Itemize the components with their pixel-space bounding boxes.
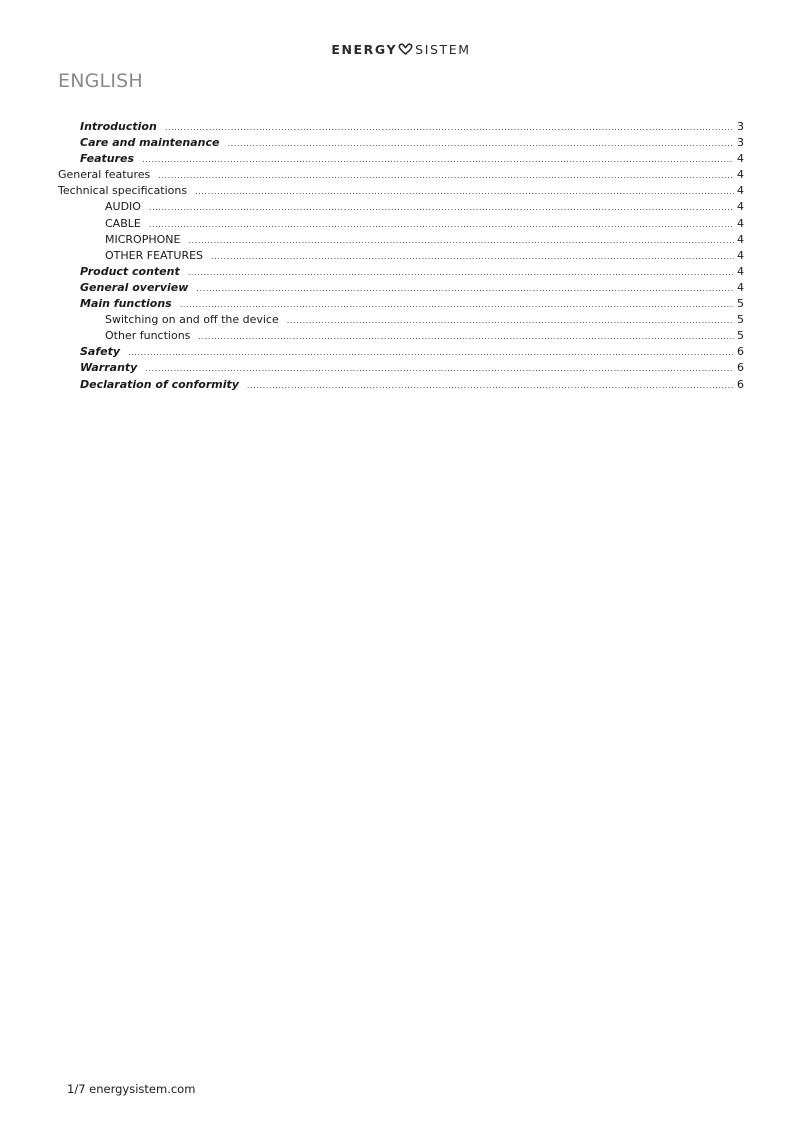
- toc-entry-label: Safety: [80, 345, 121, 359]
- footer-website-link[interactable]: energysistem.com: [89, 1082, 196, 1096]
- toc-entry-label: Declaration of conformity: [80, 377, 239, 391]
- page-title: ENGLISH: [58, 70, 143, 92]
- toc-entry-label: Other functions: [105, 329, 191, 343]
- toc-dot-leader: [247, 378, 734, 394]
- toc-entry-page-number: 4: [737, 184, 744, 198]
- brand-logo: [0, 41, 802, 57]
- toc-entry[interactable]: [58, 119, 744, 135]
- toc-entry-page-number: 4: [737, 168, 744, 182]
- toc-dot-leader: [158, 168, 734, 184]
- toc-entry-label: Features: [80, 152, 135, 166]
- page-footer: [67, 1082, 195, 1096]
- page-indicator: 1/7: [67, 1082, 86, 1096]
- table-of-contents: [58, 119, 744, 393]
- toc-entry-label: Product content: [80, 264, 180, 278]
- toc-entry-page-number: 5: [737, 297, 744, 311]
- toc-entry-label: Warranty: [80, 361, 138, 375]
- toc-entry-page-number: 6: [737, 377, 744, 391]
- toc-entry-page-number: 4: [737, 216, 744, 230]
- toc-entry-label: Main functions: [80, 297, 172, 311]
- toc-entry-page-number: 4: [737, 280, 744, 294]
- toc-entry-page-number: 5: [737, 313, 744, 327]
- toc-entry-label: MICROPHONE: [105, 232, 181, 246]
- toc-entry-label: AUDIO: [105, 200, 141, 214]
- toc-entry-page-number: 6: [737, 361, 744, 375]
- toc-entry-label: OTHER FEATURES: [105, 248, 204, 262]
- toc-entry-page-number: 5: [737, 329, 744, 343]
- toc-entry-label: General features: [58, 168, 151, 182]
- toc-dot-leader: [188, 233, 734, 249]
- logo-text-energy: ENERGY: [331, 41, 398, 57]
- toc-entry[interactable]: [58, 328, 744, 344]
- toc-entry-page-number: 4: [737, 152, 744, 166]
- toc-dot-leader: [211, 249, 734, 265]
- heart-check-icon: [398, 43, 413, 55]
- toc-entry-label: Care and maintenance: [80, 136, 220, 150]
- toc-entry[interactable]: [58, 151, 744, 167]
- toc-entry[interactable]: [58, 232, 744, 248]
- toc-dot-leader: [195, 184, 734, 200]
- toc-dot-leader: [128, 345, 734, 361]
- toc-dot-leader: [149, 200, 734, 216]
- toc-dot-leader: [198, 329, 734, 345]
- toc-entry[interactable]: [58, 312, 744, 328]
- toc-entry[interactable]: [58, 183, 744, 199]
- toc-entry-page-number: 4: [737, 248, 744, 262]
- toc-entry-label: General overview: [80, 280, 189, 294]
- toc-entry[interactable]: [58, 135, 744, 151]
- toc-entry[interactable]: [58, 296, 744, 312]
- toc-entry-page-number: 4: [737, 200, 744, 214]
- toc-dot-leader: [188, 265, 734, 281]
- toc-entry[interactable]: [58, 264, 744, 280]
- toc-dot-leader: [145, 361, 734, 377]
- toc-dot-leader: [227, 136, 734, 152]
- toc-entry[interactable]: [58, 167, 744, 183]
- toc-entry[interactable]: [58, 248, 744, 264]
- toc-dot-leader: [165, 120, 734, 136]
- toc-entry-page-number: 4: [737, 264, 744, 278]
- toc-entry[interactable]: [58, 344, 744, 360]
- toc-entry-label: Introduction: [80, 120, 157, 133]
- logo-text-sistem: SISTEM: [415, 41, 471, 57]
- toc-entry[interactable]: [58, 199, 744, 215]
- toc-entry[interactable]: [58, 216, 744, 232]
- toc-dot-leader: [287, 313, 734, 329]
- toc-dot-leader: [142, 152, 734, 168]
- toc-entry-label: Technical specifications: [58, 184, 188, 198]
- toc-dot-leader: [149, 217, 734, 233]
- toc-dot-leader: [180, 297, 734, 313]
- toc-entry-page-number: 4: [737, 232, 744, 246]
- toc-dot-leader: [196, 281, 734, 297]
- toc-entry-label: CABLE: [105, 216, 141, 230]
- toc-entry-label: Switching on and off the device: [105, 313, 279, 327]
- toc-entry[interactable]: [58, 360, 744, 376]
- toc-entry[interactable]: [58, 280, 744, 296]
- toc-entry-page-number: 3: [737, 120, 744, 133]
- toc-entry[interactable]: [58, 377, 744, 393]
- toc-entry-page-number: 3: [737, 136, 744, 150]
- toc-entry-page-number: 6: [737, 345, 744, 359]
